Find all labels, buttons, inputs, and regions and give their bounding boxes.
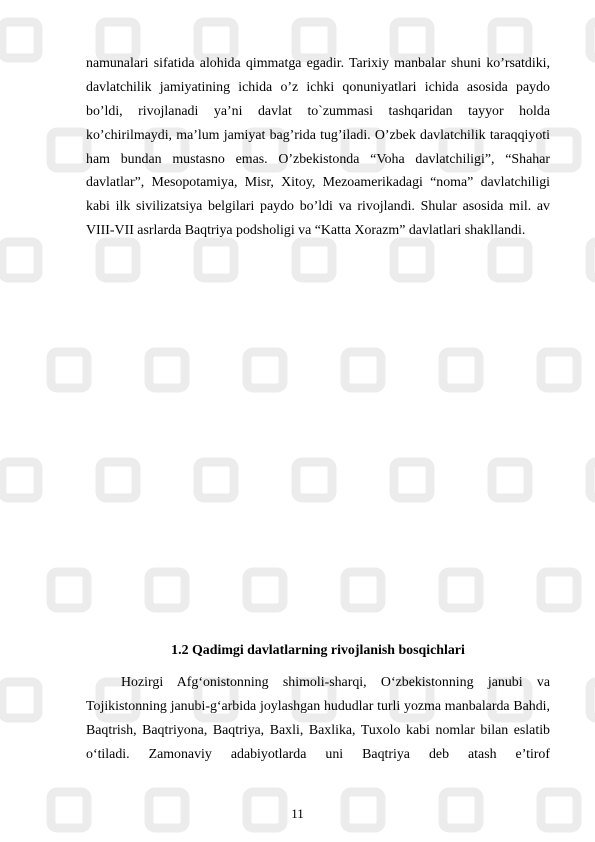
text-line: Tojikistonning janubi-g‘arbida joylashgan hududlar turli yozma manbalarda Bahdi, (86, 698, 550, 714)
watermark-mark (100, 242, 136, 278)
watermark-mark (198, 462, 234, 498)
watermark-mark (345, 572, 381, 608)
text-line: Baqtrish, Baqtriyona, Baqtriya, Baxli, Baxlika, Tuxolo kabi nomlar bilan eslatib (86, 722, 550, 738)
watermark-mark (51, 572, 87, 608)
watermark-mark (590, 22, 595, 58)
watermark-mark (590, 682, 595, 718)
text-line: ko’chirilmaydi, ma’lum jamiyat bag’rida tug’iladi. O’zbek davlatchilik taraqqiyoti (86, 127, 550, 143)
watermark-mark (149, 352, 185, 388)
watermark-mark (394, 242, 430, 278)
text-line: ham bundan mustasno emas. O’zbekistonda “Voha davlatchiligi”, “Shahar (86, 151, 550, 167)
watermark-mark (394, 462, 430, 498)
paragraph-1 (86, 52, 550, 243)
watermark-mark (443, 572, 479, 608)
paragraph-2 (86, 671, 550, 767)
watermark-mark (198, 242, 234, 278)
watermark-mark (492, 242, 528, 278)
watermark-mark (100, 462, 136, 498)
watermark-mark (2, 462, 38, 498)
text-line: Hozirgi Afg‘onistonning shimoli-sharqi, O‘zbekistonning janubi va (121, 675, 550, 690)
watermark-mark (51, 132, 87, 168)
watermark-mark (492, 462, 528, 498)
watermark-mark (443, 352, 479, 388)
text-line: VIII-VII asrlarda Baqtriya podsholigi va “Katta Xorazm” davlatlari shakllandi. (86, 223, 526, 239)
watermark-mark (590, 462, 595, 498)
watermark-mark (296, 462, 332, 498)
text-line: bo’ldi, rivojlanadi ya’ni davlat to`zummasi tashqaridan tayyor holda (86, 103, 550, 119)
section-heading: 1.2 Qadimgi davlatlarning rivojlanish bosqichlari (171, 643, 465, 658)
watermark-mark (51, 352, 87, 388)
watermark-mark (149, 572, 185, 608)
watermark-mark (541, 352, 577, 388)
watermark-mark (247, 352, 283, 388)
watermark-mark (296, 242, 332, 278)
watermark-mark (2, 22, 38, 58)
watermark-mark (2, 682, 38, 718)
page-number: 11 (291, 806, 304, 821)
text-line: davlatlar”, Mesopotamiya, Misr, Xitoy, Mezoamerikadagi “noma” davlatchiligi (86, 175, 550, 191)
watermark-mark (541, 572, 577, 608)
text-line: kabi ilk sivilizatsiya belgilari paydo bo’ldi va rivojlandi. Shular asosida mil. av (86, 199, 550, 215)
text-line: o‘tiladi. Zamonaviy adabiyotlarda uni Baqtriya deb atash e’tirof (86, 746, 550, 762)
text-line: davlatchilik jamiyatining ichida o’z ichki qonuniyatlari ichida asosida paydo (86, 79, 550, 95)
watermark-mark (247, 572, 283, 608)
text-line: namunalari sifatida alohida qimmatga egadir. Tarixiy manbalar shuni ko’rsatdiki, (86, 56, 550, 71)
watermark-mark (2, 242, 38, 278)
watermark-mark (590, 242, 595, 278)
watermark-mark (345, 352, 381, 388)
